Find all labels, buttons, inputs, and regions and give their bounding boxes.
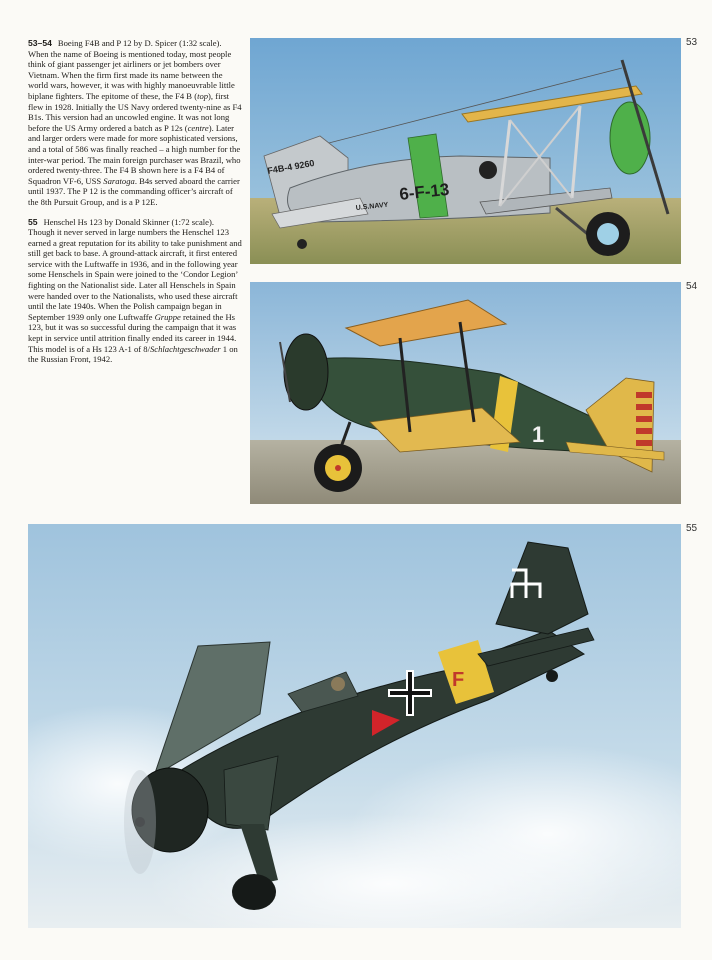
caption-italic-text: Gruppe <box>154 311 181 322</box>
caption-text: 1 on the Russian Front, 1942. <box>28 343 238 365</box>
caption-text: ), first flew in 1928. Initially the US Navy ordered twenty-nine as F4 B1s. This version had an uncowled engine. It was not long before the US Army ordered a batch as P 12s ( <box>28 90 242 133</box>
hs123-code-letter: F <box>452 669 465 691</box>
f4b-fuselage-code: 6-F-13 <box>398 179 451 204</box>
caption-italic-text: Schlachtgeschwader <box>149 343 221 354</box>
photo-boeing-p12 <box>250 282 681 504</box>
caption-italic-text: top <box>197 90 209 101</box>
figure-number-55: 55 <box>28 216 38 227</box>
caption-text: retained the Hs 123, but it was so successful during the campaign that it was kept in service until attrition finally ended its career in 1944. This model is of a Hs 123 A-1 of 8/ <box>28 311 237 354</box>
page-number-53: 53 <box>686 37 698 48</box>
caption-italic-text: centre <box>187 122 209 133</box>
caption-text: . B4s served aboard the carrier until 1937. The P 12 is the commanding officer’s aircraft of the 8th Pursuit Group, and is a P 12E. <box>28 175 240 207</box>
caption-55-body <box>28 217 242 365</box>
caption-53-54-body <box>28 38 242 207</box>
f4b-tail-code: F4B-4 9260 <box>266 157 316 176</box>
photo-boeing-f4b <box>250 38 681 264</box>
page-number-55: 55 <box>686 523 698 534</box>
page-number-54: 54 <box>686 281 698 292</box>
caption-italic-text: Saratoga <box>103 175 135 186</box>
caption-text: Boeing F4B and P 12 by D. Spicer (1:32 scale). When the name of Boeing is mentioned today, most people think of giant passenger jet airliners or jet bombers over Vietnam. When the firm first made its name between the world wars, however, it was with highly manoeuvrable little biplane fighters. The epitome of these, the F4 B ( <box>28 38 235 101</box>
f4b-navy-marking: U.S.NAVY <box>355 201 389 212</box>
caption-text: Henschel Hs 123 by Donald Skinner (1:72 scale). Though it never served in large numbers the Henschel 123 earned a great reputation for its ability to take punishment and still get back to base. A ground-attack aircraft, it first entered service with the Luftwaffe in 1936, and in the following year some Henschels in Spain were joined to the ‘Condor Legion’ fighting on the Nationalist side. Later all Henschels in Spain were handed over to the Nationalists, who used these aircraft until the late 1940s. When the Polish campaign began in September 1939 only one Luftwaffe <box>28 216 242 322</box>
p12-fuselage-code: 1 <box>532 422 545 447</box>
caption-column <box>28 38 242 374</box>
photo-henschel-hs123 <box>28 524 681 928</box>
caption-text: ). Later and larger orders were made for more sophisticated versions, and a total of 586 was finally reached – a high number for the inter-war period. The main foreign purchaser was Brazil, who ordered twenty-three. The F4 B shown here is a F4 B4 of Squadron VF-6, USS <box>28 122 241 186</box>
caption-53-54 <box>28 38 242 208</box>
caption-55 <box>28 217 242 365</box>
figure-number-53-54: 53–54 <box>28 38 52 48</box>
